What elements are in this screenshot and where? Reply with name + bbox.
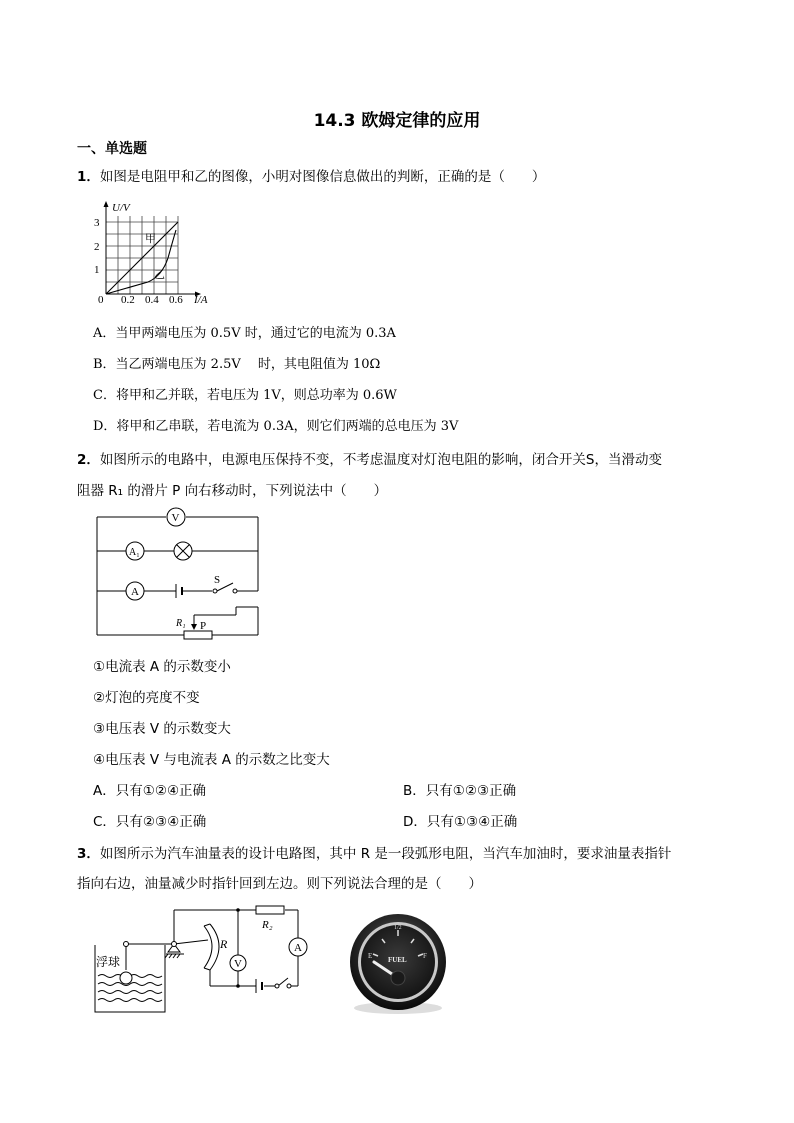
q3-number: 3． [77, 846, 100, 862]
q2-ammeter1-label: A₁ [129, 547, 140, 558]
q2-rheostat-icon [184, 631, 212, 639]
q1-y-tick-3: 3 [94, 217, 100, 229]
q1-option-b: B．当乙两端电压为 2.5V 时，其电阻值为 10Ω [93, 357, 381, 372]
q1-option-a: A．当甲两端电压为 0.5V 时，通过它的电流为 0.3A [93, 326, 396, 341]
q1-stem [77, 165, 545, 185]
q3-gauge-label: FUEL [388, 956, 407, 964]
q3-stem-line2: 指向右边，油量减少时指针回到左边。则下列说法合理的是（ ） [77, 876, 482, 892]
q2-rheostat-label: R₁ [176, 618, 186, 629]
q1-stem-text: 如图是电阻甲和乙的图像，小明对图像信息做出的判断，正确的是（ ） [99, 169, 546, 185]
q1-y-tick-2: 2 [94, 241, 100, 253]
q1-graph-grid [106, 216, 178, 294]
q2-switch-label: S [214, 574, 221, 586]
q1-y-label: U/V [112, 202, 130, 214]
q1-option-d: D．将甲和乙串联，若电流为 0.3A，则它们两端的总电压为 3V [93, 419, 459, 434]
q2-number: 2． [77, 452, 100, 468]
q2-switch-terminal [213, 589, 217, 593]
q1-label-jia: 甲 [145, 233, 156, 245]
q1-y-tick-1: 1 [94, 264, 100, 276]
q3-resistor-label: R [220, 937, 228, 951]
q1-y-arrow [104, 201, 109, 207]
q3-switch-terminal [287, 984, 291, 988]
q2-option-a: A．只有①②④正确 [93, 783, 207, 799]
q1-x-label: I/A [194, 294, 208, 306]
q3-junction [124, 942, 129, 947]
q1-x-tick-0: 0 [98, 294, 104, 306]
q3-float-icon [120, 972, 132, 984]
q1-number: 1． [77, 169, 100, 185]
q2-statement-1: ①电流表 A 的示数变小 [93, 659, 231, 675]
q2-switch-terminal [233, 589, 237, 593]
q1-x-tick-04: 0.4 [145, 294, 159, 306]
q3-junction [236, 984, 240, 988]
q2-voltmeter-label: V [171, 512, 180, 524]
q2-stem-line1 [77, 448, 662, 468]
q3-junction [236, 908, 240, 912]
page-title: 14.3 欧姆定律的应用 [313, 111, 481, 131]
q2-option-c: C．只有②③④正确 [93, 814, 207, 830]
q3-pivot-icon [172, 942, 177, 947]
q3-gauge-hub [391, 971, 405, 985]
q3-ammeter-label: A [294, 942, 302, 954]
q3-gauge-empty: E [368, 952, 373, 960]
q3-stem-line1 [77, 842, 671, 862]
q2-stem-text-1: 如图所示的电路中，电源电压保持不变，不考虑温度对灯泡电阻的影响，闭合开关S，当滑动变 [99, 452, 662, 468]
q2-slider-label: P [200, 620, 207, 632]
q2-statement-4: ④电压表 V 与电流表 A 的示数之比变大 [93, 752, 330, 768]
q3-fuel-gauge [343, 912, 453, 1016]
section-heading: 一、单选题 [77, 141, 147, 157]
q2-stem-line2: 阻器 R₁ 的滑片 P 向右移动时，下列说法中（ ） [77, 483, 388, 499]
q3-switch-terminal [275, 984, 279, 988]
q3-resistor2-icon [256, 906, 284, 914]
q2-option-b: B．只有①②③正确 [403, 783, 517, 799]
q2-statement-2: ②灯泡的亮度不变 [93, 690, 200, 706]
q3-gauge-full: F [423, 952, 427, 960]
q1-label-yi: 乙 [154, 269, 165, 281]
q2-statement-3: ③电压表 V 的示数变大 [93, 721, 231, 737]
q1-curve-yi [106, 230, 176, 294]
q3-gauge-half: 1/2 [394, 925, 402, 931]
q3-circuit [90, 900, 320, 1018]
q3-resistor2-label: R₂ [262, 919, 273, 931]
q3-voltmeter-label: V [234, 958, 242, 970]
q1-option-c: C．将甲和乙并联，若电压为 1V，则总功率为 0.6W [93, 388, 397, 403]
q1-x-tick-02: 0.2 [121, 294, 135, 306]
q1-graph [88, 196, 228, 310]
q2-option-d: D．只有①③④正确 [403, 814, 518, 830]
q2-ammeter-label: A [131, 586, 139, 598]
q3-float-label: 浮球 [96, 955, 121, 969]
q2-slider-arrow [191, 624, 197, 630]
q3-stem-text-1: 如图所示为汽车油量表的设计电路图，其中 R 是一段弧形电阻，当汽车加油时，要求油量表指针 [99, 846, 672, 862]
q1-x-tick-06: 0.6 [169, 294, 183, 306]
q2-circuit [90, 505, 270, 640]
